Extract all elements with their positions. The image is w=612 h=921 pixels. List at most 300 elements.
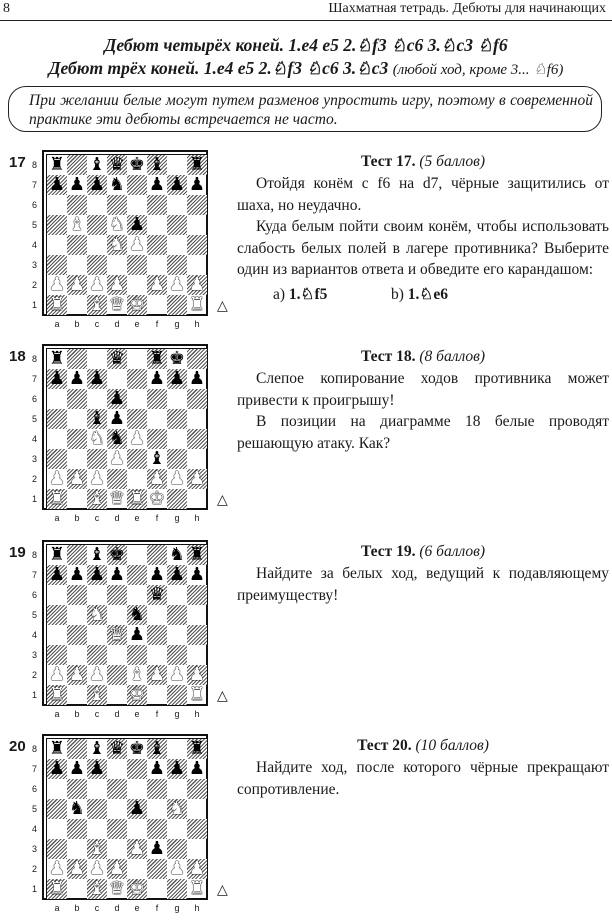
square-a2 [47, 665, 67, 685]
test-17 [237, 151, 609, 311]
black-knight-icon: ♞ [108, 174, 126, 195]
square-h8 [187, 545, 207, 565]
diagram-number: 20 [9, 738, 26, 755]
white-pawn-icon: ♟ [188, 274, 206, 295]
square-f5 [147, 605, 167, 625]
square-f2 [147, 859, 167, 879]
square-g3 [167, 449, 187, 469]
square-e1 [127, 489, 147, 509]
square-h4 [187, 819, 207, 839]
square-c5 [87, 605, 107, 625]
square-a4 [47, 819, 67, 839]
square-d7 [107, 369, 127, 389]
square-a6 [47, 585, 67, 605]
black-bishop-icon: ♝ [88, 738, 106, 759]
square-g6 [167, 585, 187, 605]
rank-label: 3 [32, 650, 38, 660]
white-rook-icon: ♜ [188, 294, 206, 315]
test-20 [237, 735, 609, 800]
square-a5 [47, 409, 67, 429]
black-pawn-icon: ♟ [148, 174, 166, 195]
black-bishop-icon: ♝ [88, 544, 106, 565]
white-king-icon: ♚ [128, 684, 146, 705]
square-f7 [147, 175, 167, 195]
file-label: f [155, 903, 159, 913]
diagram-17 [5, 152, 228, 337]
black-knight-icon: ♞ [68, 798, 86, 819]
square-f3 [147, 449, 167, 469]
square-c2 [87, 859, 107, 879]
square-d4 [107, 819, 127, 839]
white-pawn-icon: ♟ [88, 274, 106, 295]
black-pawn-icon: ♟ [128, 624, 146, 645]
test-heading [237, 151, 609, 173]
square-e6 [127, 779, 147, 799]
black-pawn-icon: ♟ [168, 758, 186, 779]
file-label: g [174, 709, 180, 719]
square-g8 [167, 739, 187, 759]
square-d1 [107, 295, 127, 315]
info-note-box [8, 86, 602, 132]
square-a5 [47, 605, 67, 625]
white-pawn-icon: ♟ [168, 664, 186, 685]
white-rook-icon: ♜ [188, 684, 206, 705]
page-header [0, 0, 612, 21]
file-label: d [114, 513, 120, 523]
white-pawn-icon: ♟ [68, 468, 86, 489]
square-c1 [87, 685, 107, 705]
square-h7 [187, 565, 207, 585]
file-label: b [74, 513, 80, 523]
file-label: e [134, 513, 140, 523]
rank-label: 6 [32, 394, 38, 404]
square-a1 [47, 685, 67, 705]
black-pawn-icon: ♟ [128, 798, 146, 819]
square-f4 [147, 819, 167, 839]
black-rook-icon: ♜ [48, 544, 66, 565]
test-points: (10 баллов) [415, 737, 489, 754]
black-pawn-icon: ♟ [48, 174, 66, 195]
white-pawn-icon: ♟ [168, 274, 186, 295]
square-g5 [167, 409, 187, 429]
square-b1 [67, 879, 87, 899]
square-c2 [87, 275, 107, 295]
page-number: 8 [3, 1, 10, 16]
square-c4 [87, 819, 107, 839]
white-bishop-icon: ♝ [88, 684, 106, 705]
file-label: c [94, 513, 100, 523]
chess-board [42, 734, 208, 900]
opening-title-note: (любой ход, кроме 3... ♘f6) [392, 62, 564, 78]
square-b2 [67, 859, 87, 879]
rank-label: 7 [32, 570, 38, 580]
square-b4 [67, 625, 87, 645]
white-king-icon: ♚ [128, 878, 146, 899]
square-h5 [187, 409, 207, 429]
square-b3 [67, 255, 87, 275]
square-g6 [167, 779, 187, 799]
square-b4 [67, 235, 87, 255]
rank-label: 7 [32, 764, 38, 774]
square-a7 [47, 759, 67, 779]
black-queen-icon: ♛ [148, 584, 166, 605]
square-h2 [187, 665, 207, 685]
square-f2 [147, 665, 167, 685]
square-c7 [87, 565, 107, 585]
square-a8 [47, 349, 67, 369]
square-h8 [187, 349, 207, 369]
square-c4 [87, 429, 107, 449]
square-d5 [107, 605, 127, 625]
square-b6 [67, 389, 87, 409]
black-bishop-icon: ♝ [148, 738, 166, 759]
square-e1 [127, 879, 147, 899]
square-d2 [107, 859, 127, 879]
square-d8 [107, 155, 127, 175]
info-note-text: При желании белые могут путем разменов упростить игру, поэтому в современной практике эти дебюты встречается не часто. [29, 92, 593, 128]
white-bishop-icon: ♝ [88, 838, 106, 859]
square-b1 [67, 685, 87, 705]
black-knight-icon: ♞ [168, 544, 186, 565]
black-pawn-icon: ♟ [108, 388, 126, 409]
square-a2 [47, 469, 67, 489]
square-g7 [167, 369, 187, 389]
white-pawn-icon: ♟ [188, 468, 206, 489]
black-pawn-icon: ♟ [148, 564, 166, 585]
square-a1 [47, 295, 67, 315]
square-f7 [147, 369, 167, 389]
square-b6 [67, 585, 87, 605]
white-bishop-icon: ♝ [88, 488, 106, 509]
square-d6 [107, 389, 127, 409]
square-g5 [167, 215, 187, 235]
file-label: e [134, 709, 140, 719]
black-pawn-icon: ♟ [88, 758, 106, 779]
square-c3 [87, 255, 107, 275]
square-e4 [127, 625, 147, 645]
test-paragraph: Отойдя конём с f6 на d7, чёрные защитились от шаха, но неудачно. [237, 175, 609, 214]
square-g3 [167, 839, 187, 859]
square-b5 [67, 215, 87, 235]
black-king-icon: ♚ [108, 544, 126, 565]
square-h3 [187, 645, 207, 665]
square-h6 [187, 585, 207, 605]
square-b3 [67, 839, 87, 859]
file-label: e [134, 903, 140, 913]
square-f5 [147, 799, 167, 819]
square-b6 [67, 195, 87, 215]
square-f4 [147, 625, 167, 645]
black-pawn-icon: ♟ [148, 368, 166, 389]
square-e8 [127, 545, 147, 565]
square-d1 [107, 879, 127, 899]
square-h4 [187, 235, 207, 255]
test-18 [237, 346, 609, 454]
black-pawn-icon: ♟ [68, 564, 86, 585]
square-b7 [67, 369, 87, 389]
black-pawn-icon: ♟ [88, 368, 106, 389]
square-c5 [87, 215, 107, 235]
rank-label: 5 [32, 804, 38, 814]
square-h6 [187, 195, 207, 215]
square-g3 [167, 645, 187, 665]
black-pawn-icon: ♟ [88, 174, 106, 195]
test-title: Тест 20. [357, 737, 412, 754]
white-queen-icon: ♛ [108, 488, 126, 509]
square-b8 [67, 349, 87, 369]
square-g7 [167, 175, 187, 195]
rank-label: 6 [32, 590, 38, 600]
white-pawn-icon: ♟ [128, 428, 146, 449]
black-bishop-icon: ♝ [88, 408, 106, 429]
chess-board [42, 344, 208, 510]
white-pawn-icon: ♟ [108, 448, 126, 469]
file-label: h [194, 709, 200, 719]
test-paragraph: Слепое копирование ходов противника может привести к проигрышу! [237, 370, 609, 409]
square-e3 [127, 645, 147, 665]
black-pawn-icon: ♟ [68, 758, 86, 779]
white-rook-icon: ♜ [48, 684, 66, 705]
square-d6 [107, 585, 127, 605]
file-label: c [94, 709, 100, 719]
square-e3 [127, 839, 147, 859]
white-pawn-icon: ♟ [88, 468, 106, 489]
square-a6 [47, 779, 67, 799]
square-h3 [187, 839, 207, 859]
square-h6 [187, 389, 207, 409]
square-c1 [87, 879, 107, 899]
square-g4 [167, 429, 187, 449]
black-pawn-icon: ♟ [48, 758, 66, 779]
square-e8 [127, 739, 147, 759]
black-rook-icon: ♜ [48, 738, 66, 759]
square-f2 [147, 275, 167, 295]
square-h2 [187, 859, 207, 879]
white-queen-icon: ♛ [108, 878, 126, 899]
square-a3 [47, 449, 67, 469]
test-19 [237, 541, 609, 606]
white-pawn-icon: ♟ [168, 468, 186, 489]
white-pawn-icon: ♟ [108, 274, 126, 295]
square-d2 [107, 665, 127, 685]
white-pawn-icon: ♟ [68, 274, 86, 295]
square-a6 [47, 195, 67, 215]
square-b4 [67, 429, 87, 449]
square-d5 [107, 799, 127, 819]
square-h5 [187, 215, 207, 235]
white-knight-icon: ♞ [108, 234, 126, 255]
test-heading [237, 541, 609, 563]
black-pawn-icon: ♟ [188, 368, 206, 389]
rank-label: 8 [32, 744, 38, 754]
white-pawn-icon: ♟ [48, 664, 66, 685]
file-label: f [155, 319, 159, 329]
black-queen-icon: ♛ [108, 154, 126, 175]
square-d8 [107, 545, 127, 565]
rank-label: 3 [32, 844, 38, 854]
black-bishop-icon: ♝ [148, 448, 166, 469]
square-e1 [127, 685, 147, 705]
white-pawn-icon: ♟ [188, 858, 206, 879]
opening-title-main: Дебют трёх коней. 1.e4 e5 2.♘f3 ♘c6 3.♘c3 [48, 58, 389, 78]
file-label: g [174, 513, 180, 523]
white-queen-icon: ♛ [108, 294, 126, 315]
diagram-number: 17 [9, 154, 26, 171]
square-f3 [147, 839, 167, 859]
square-h6 [187, 779, 207, 799]
white-pawn-icon: ♟ [168, 858, 186, 879]
square-a2 [47, 275, 67, 295]
square-b2 [67, 275, 87, 295]
square-h1 [187, 685, 207, 705]
square-f8 [147, 545, 167, 565]
white-to-move-icon: △ [217, 689, 228, 704]
black-pawn-icon: ♟ [168, 174, 186, 195]
square-a4 [47, 429, 67, 449]
square-f4 [147, 429, 167, 449]
square-h4 [187, 429, 207, 449]
square-a8 [47, 155, 67, 175]
square-g8 [167, 545, 187, 565]
square-e6 [127, 585, 147, 605]
square-b1 [67, 295, 87, 315]
white-bishop-icon: ♝ [128, 664, 146, 685]
white-pawn-icon: ♟ [148, 468, 166, 489]
test-paragraph: В позиции на диаграмме 18 белые проводят решающую атаку. Как? [237, 413, 609, 452]
rank-label: 3 [32, 260, 38, 270]
square-g1 [167, 295, 187, 315]
black-pawn-icon: ♟ [68, 174, 86, 195]
file-label: h [194, 319, 200, 329]
square-h2 [187, 275, 207, 295]
option-b[interactable]: b) 1.♘e6 [391, 285, 448, 303]
square-c4 [87, 235, 107, 255]
square-e4 [127, 235, 147, 255]
square-b5 [67, 409, 87, 429]
square-e7 [127, 369, 147, 389]
square-f5 [147, 215, 167, 235]
square-c7 [87, 759, 107, 779]
square-b8 [67, 545, 87, 565]
white-pawn-icon: ♟ [128, 234, 146, 255]
square-h8 [187, 739, 207, 759]
rank-label: 5 [32, 610, 38, 620]
square-b3 [67, 449, 87, 469]
black-rook-icon: ♜ [188, 738, 206, 759]
file-label: f [155, 513, 159, 523]
black-pawn-icon: ♟ [88, 564, 106, 585]
square-e7 [127, 759, 147, 779]
rank-label: 7 [32, 374, 38, 384]
black-pawn-icon: ♟ [148, 838, 166, 859]
rank-label: 1 [32, 300, 38, 310]
square-e2 [127, 275, 147, 295]
black-pawn-icon: ♟ [108, 564, 126, 585]
white-to-move-icon: △ [217, 299, 228, 314]
square-d3 [107, 255, 127, 275]
square-f8 [147, 349, 167, 369]
rank-label: 4 [32, 630, 38, 640]
square-g7 [167, 565, 187, 585]
white-rook-icon: ♜ [128, 488, 146, 509]
black-knight-icon: ♞ [128, 604, 146, 625]
square-e5 [127, 605, 147, 625]
rank-label: 2 [32, 280, 38, 290]
file-label: h [194, 513, 200, 523]
white-pawn-icon: ♟ [128, 838, 146, 859]
square-g1 [167, 879, 187, 899]
square-g4 [167, 819, 187, 839]
square-e7 [127, 175, 147, 195]
square-e8 [127, 155, 147, 175]
square-b1 [67, 489, 87, 509]
black-pawn-icon: ♟ [168, 368, 186, 389]
square-a4 [47, 625, 67, 645]
square-g1 [167, 685, 187, 705]
black-rook-icon: ♜ [148, 348, 166, 369]
square-e1 [127, 295, 147, 315]
square-b6 [67, 779, 87, 799]
square-e4 [127, 429, 147, 449]
square-h2 [187, 469, 207, 489]
white-to-move-icon: △ [217, 883, 228, 898]
square-g6 [167, 195, 187, 215]
square-g2 [167, 469, 187, 489]
square-h3 [187, 255, 207, 275]
square-h4 [187, 625, 207, 645]
file-label: f [155, 709, 159, 719]
square-g5 [167, 799, 187, 819]
square-f3 [147, 645, 167, 665]
square-g2 [167, 859, 187, 879]
running-title: Шахматная тетрадь. Дебюты для начинающих [328, 1, 606, 16]
square-d7 [107, 175, 127, 195]
square-f1 [147, 295, 167, 315]
square-a7 [47, 369, 67, 389]
square-f5 [147, 409, 167, 429]
file-label: b [74, 709, 80, 719]
test-title: Тест 19. [360, 543, 416, 560]
square-d1 [107, 489, 127, 509]
white-pawn-icon: ♟ [88, 858, 106, 879]
rank-label: 7 [32, 180, 38, 190]
square-d5 [107, 409, 127, 429]
square-c5 [87, 409, 107, 429]
diagram-18 [5, 346, 228, 531]
file-label: a [54, 709, 60, 719]
square-g2 [167, 665, 187, 685]
square-f7 [147, 565, 167, 585]
square-e3 [127, 449, 147, 469]
file-label: g [174, 319, 180, 329]
white-knight-icon: ♞ [168, 798, 186, 819]
black-king-icon: ♚ [128, 738, 146, 759]
rank-label: 8 [32, 550, 38, 560]
rank-label: 8 [32, 160, 38, 170]
square-d6 [107, 195, 127, 215]
square-h8 [187, 155, 207, 175]
square-d1 [107, 685, 127, 705]
square-c6 [87, 195, 107, 215]
square-b8 [67, 739, 87, 759]
option-a[interactable]: a) 1.♘f5 [273, 285, 328, 303]
rank-label: 6 [32, 784, 38, 794]
square-c6 [87, 585, 107, 605]
square-g8 [167, 155, 187, 175]
rank-label: 1 [32, 690, 38, 700]
square-e2 [127, 665, 147, 685]
square-g4 [167, 235, 187, 255]
